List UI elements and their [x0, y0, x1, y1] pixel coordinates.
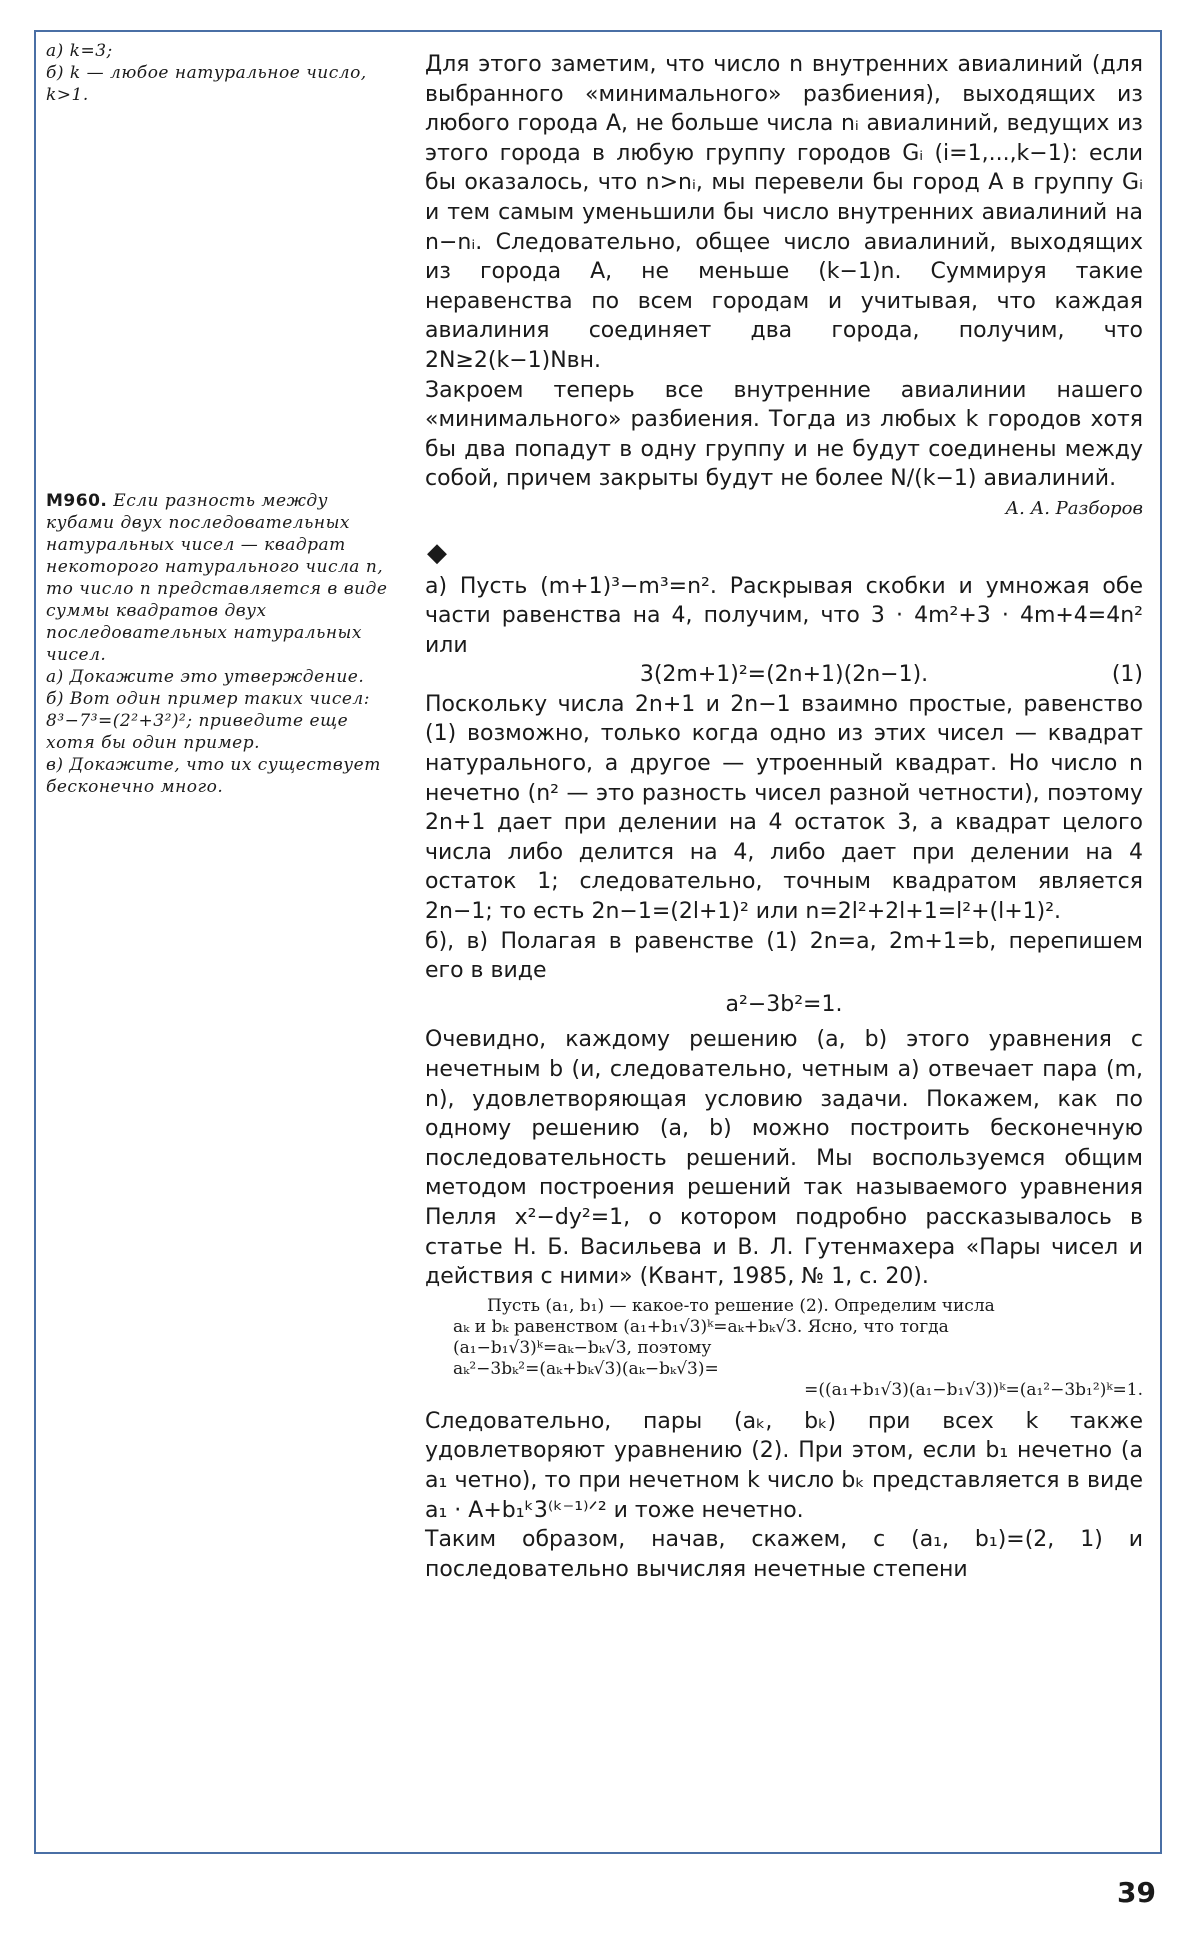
solution-bc: б), в) Полагая в равенстве (1) 2n=a, 2m+1=b, перепишем его в виде	[425, 928, 1143, 984]
solution-a: а) Пусть (m+1)³−m³=n². Раскрывая скобки и умножая обе части равенства на 4, получим, что 3 · 4m²+3 · 4m+4=4n² или	[425, 573, 1143, 658]
diamond-icon: ◆	[427, 537, 447, 568]
small-line-5: =((a₁+b₁√3)(a₁−b₁√3))ᵏ=(a₁²−3b₁²)ᵏ=1.	[804, 1379, 1143, 1400]
sidebar-column	[46, 40, 401, 798]
problem-text: Если разность между кубами двух последовательных натуральных чисел — квадрат некоторого натурального числа n, то число n представляется в виде суммы квадратов двух последовательных натуральных чисел.	[46, 491, 388, 665]
small-line-3: (a₁−b₁√3)ᵏ=aₖ−bₖ√3, поэтому	[453, 1337, 712, 1358]
equation-1-number: (1)	[1111, 662, 1143, 688]
paragraph-4: Очевидно, каждому решению (a, b) этого уравнения с нечетным b (и, следовательно, четным a) отвечает пара (m, n), удовлетворяющая условию задачи. Покажем, как по одному решению (a, b) можно построить бесконечную последовательность решений. Мы воспользуемся общим методом построения решений так называемого уравнения Пелля x²−dy²=1, о котором подробно рассказывалось в статье Н. Б. Васильева и В. Л. Гутенмахера «Пары чисел и действия с ними» (Квант, 1985, № 1, с. 20).	[425, 1027, 1143, 1290]
equation-1	[425, 660, 1143, 690]
small-line-1: Пусть (a₁, b₁) — какое-то решение (2). Определим числа	[487, 1295, 995, 1316]
small-print-block	[453, 1296, 1143, 1401]
paragraph-3: Поскольку числа 2n+1 и 2n−1 взаимно простые, равенство (1) возможно, только когда одно из этих чисел — квадрат натурального, а другое — утроенный квадрат. Но число n нечетно (n² — это разность чисел разной четности), поэтому 2n+1 дает при делении на 4 остаток 3, а квадрат целого числа либо делится на 4, либо дает при делении на 4 остаток 1; следовательно, точным квадратом является 2n−1; то есть 2n−1=(2l+1)² или n=2l²+2l+1=l²+(l+1)².	[425, 691, 1143, 925]
paragraph-5: Следовательно, пары (aₖ, bₖ) при всех k также удовлетворяют уравнению (2). При этом, если b₁ нечетно (а a₁ четно), то при нечетном k число bₖ представляется в виде a₁ · A+b₁ᵏ3⁽ᵏ⁻¹⁾ᐟ² и тоже нечетно.	[425, 1408, 1143, 1523]
paragraph-2: Закроем теперь все внутренние авиалинии нашего «минимального» разбиения. Тогда из любых k городов хотя бы два попадут в одну группу и не будут соединены между собой, причем закрыты будут не более N/(k−1) авиалиний.	[425, 377, 1143, 492]
equation-2: a²−3b²=1.	[725, 991, 843, 1017]
prev-answer-a: а) k=3;	[46, 41, 113, 61]
page-number: 39	[1117, 1876, 1156, 1909]
problem-part-c: в) Докажите, что их существует бесконечно много.	[46, 755, 381, 797]
small-line-4: aₖ²−3bₖ²=(aₖ+bₖ√3)(aₖ−bₖ√3)=	[453, 1358, 719, 1379]
paragraph-1: Для этого заметим, что число n внутренних авиалиний (для выбранного «минимального» разбиения), выходящих из любого города A, не больше числа nᵢ авиалиний, ведущих из этого города в любую группу городов Gᵢ (i=1,...,k−1): если бы оказалось, что n>nᵢ, мы перевели бы город A в группу Gᵢ и тем самым уменьшили бы число внутренних авиалиний на n−nᵢ. Следовательно, общее число авиалиний, выходящих из города A, не меньше (k−1)n. Суммируя такие неравенства по всем городам и учитывая, что каждая авиалиния соединяет два города, получим, что 2N≥2(k−1)Nвн.	[425, 52, 1143, 373]
prev-answer-b: б) k — любое натуральное число, k>1.	[46, 63, 367, 105]
small-line-2: aₖ и bₖ равенством (a₁+b₁√3)ᵏ=aₖ+bₖ√3. Ясно, что тогда	[453, 1316, 949, 1337]
problem-label: М960.	[46, 491, 108, 511]
problem-part-a: а) Докажите это утверждение.	[46, 667, 365, 687]
problem-part-b: б) Вот один пример таких чисел: 8³−7³=(2²+3²)²; приведите еще хотя бы один пример.	[46, 689, 370, 753]
author: А. А. Разборов	[1005, 497, 1143, 519]
main-column	[425, 50, 1143, 1584]
problem-statement	[46, 490, 401, 666]
paragraph-6: Таким образом, начав, скажем, с (a₁, b₁)=(2, 1) и последовательно вычисляя нечетные степени	[425, 1527, 1143, 1582]
equation-1-body: 3(2m+1)²=(2n+1)(2n−1).	[639, 662, 929, 688]
